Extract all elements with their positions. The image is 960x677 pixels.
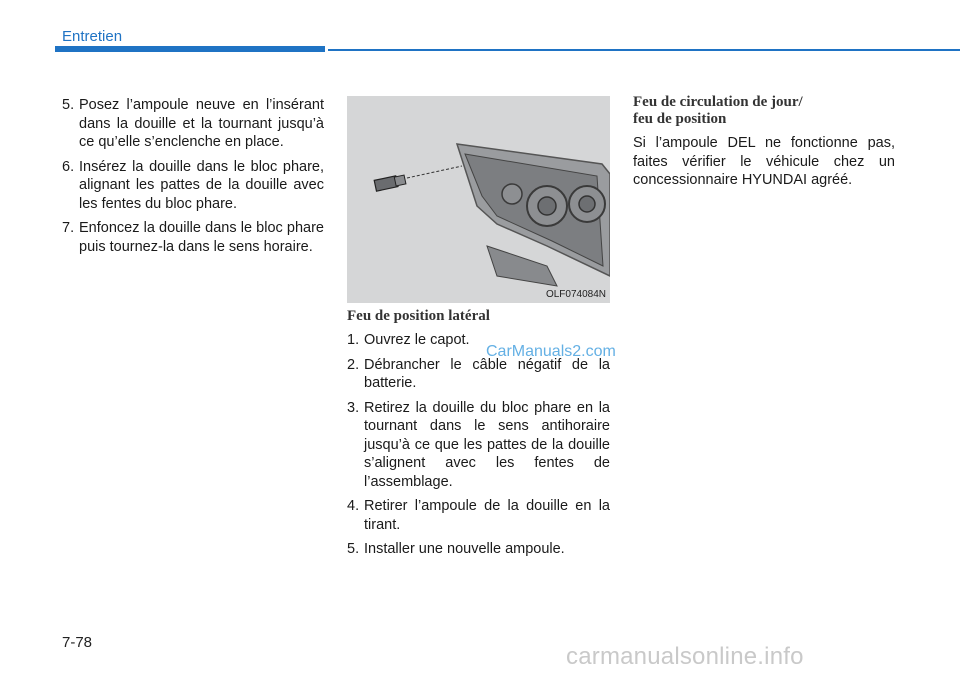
step-text: Installer une nouvelle ampoule. bbox=[364, 541, 565, 557]
left-column bbox=[62, 96, 324, 262]
headlamp-illustration bbox=[347, 96, 610, 303]
header-rule-thin bbox=[328, 49, 960, 51]
step-text: Ouvrez le capot. bbox=[364, 332, 470, 348]
step-number: 1. bbox=[347, 332, 360, 348]
list-item bbox=[347, 497, 610, 534]
section-heading: Feu de circulation de jour/ feu de position bbox=[633, 94, 803, 127]
step-text: Posez l’ampoule neuve en l’insérant dans la douille et la tournant jusqu’à ce qu’elle s’enclenche en place. bbox=[79, 97, 324, 150]
step-number: 4. bbox=[347, 498, 360, 514]
list-item bbox=[347, 356, 610, 393]
step-text: Débrancher le câble négatif de la batterie. bbox=[364, 356, 610, 391]
step-text: Retirer l’ampoule de la douille en la tirant. bbox=[364, 498, 610, 533]
list-item bbox=[347, 540, 610, 559]
step-number: 7. bbox=[62, 220, 75, 236]
step-number: 2. bbox=[347, 356, 360, 373]
step-text: Retirez la douille du bloc phare en la tournant dans le sens antihoraire jusqu’à ce que les pattes de la douille s’alignent avec les fentes de l’assemblage. bbox=[364, 399, 610, 490]
headlamp-figure bbox=[347, 96, 610, 303]
list-item bbox=[347, 399, 610, 492]
figure-code: OLF074084N bbox=[545, 289, 606, 300]
step-number: 5. bbox=[347, 541, 360, 557]
right-column bbox=[633, 94, 895, 190]
list-item bbox=[62, 96, 324, 152]
section-heading: Feu de position latéral bbox=[347, 308, 490, 324]
step-number: 3. bbox=[347, 399, 360, 416]
page-number: 7-78 bbox=[62, 634, 93, 651]
paragraph: Si l’ampoule DEL ne fonctionne pas, faites vérifier le véhicule chez un concessionnaire HYUNDAI agréé. bbox=[633, 135, 895, 188]
step-number: 6. bbox=[62, 158, 75, 175]
list-item bbox=[62, 219, 324, 256]
footer-watermark[interactable]: carmanualsonline.info bbox=[566, 643, 804, 670]
step-number: 5. bbox=[62, 97, 75, 113]
step-text: Enfoncez la douille dans le bloc phare puis tournez-la dans le sens horaire. bbox=[79, 220, 324, 255]
watermark[interactable]: CarManuals2.com bbox=[486, 343, 616, 360]
step-text: Insérez la douille dans le bloc phare, alignant les pattes de la douille avec les fentes du bloc phare. bbox=[79, 158, 324, 212]
header-rule-thick bbox=[55, 46, 325, 52]
section-title: Entretien bbox=[62, 28, 123, 45]
list-item bbox=[62, 158, 324, 214]
